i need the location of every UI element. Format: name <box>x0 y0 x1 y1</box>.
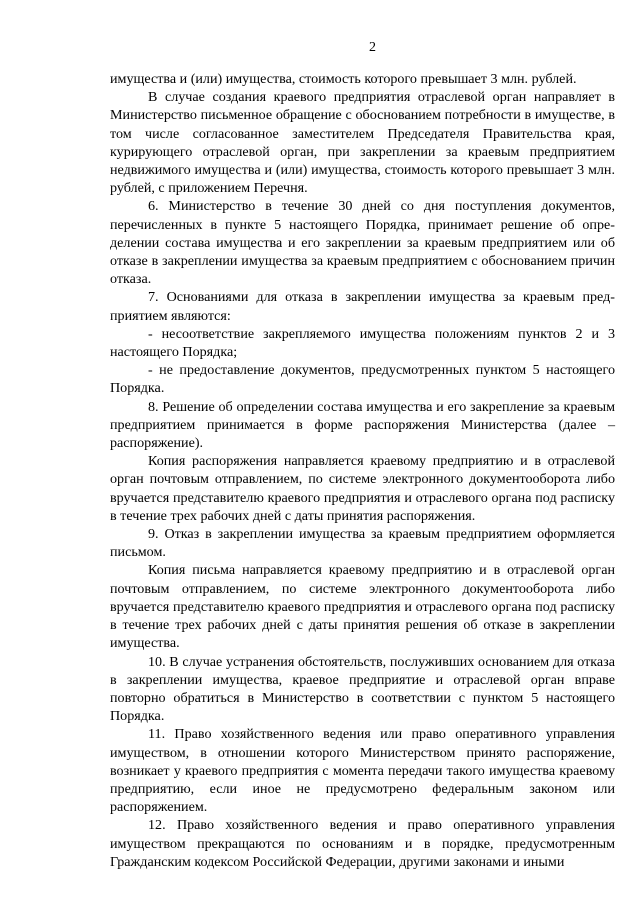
paragraph-creation-request: В случае создания краевого предприятия отраслевой орган направляет в Министерство письменное обращение с обоснованием потребности в имуществе, в том числе согласованное заместителем Председателя Правительства края, курирующего отраслевой орган, при закреплении за краевым предприятием недвижимого имущества и (или) имущества, стоимость которого превышает 3 млн. рублей, с приложением Перечня. <box>110 89 615 197</box>
paragraph-item-7: 7. Основаниями для отказа в закреплении имущества за краевым предприятием являются: <box>110 289 615 324</box>
document-body <box>110 70 615 871</box>
paragraph-item-11: 11. Право хозяйственного ведения или право оперативного управления имуществом, в отношении которого Министерством принято распоряжение, возникает у краевого предприятия с момента передачи такого имущества краевому предприятию, если иное не предусмотрено федеральным законом или распоряжением. <box>110 726 615 816</box>
paragraph-item-9-copy: Копия письма направляется краевому предприятию и в отраслевой орган почтовым отправлением, по системе электронного документооборота либо вручается представителю краевого предприятия и отраслевого органа под расписку в течение трех рабочих дней с даты принятия решения об отказе в закреплении имущества. <box>110 562 615 652</box>
paragraph-continuation: имущества и (или) имущества, стоимость которого превышает 3 млн. рублей. <box>110 71 577 87</box>
paragraph-item-10: 10. В случае устранения обстоятельств, послуживших основанием для отказа в закреплении имущества, краевое предприятие и отраслевой орган вправе повторно обратиться в Министерство в соответствии с пунктом 5 настоящего Порядка. <box>110 653 615 725</box>
paragraph-item-8-copy: Копия распоряжения направляется краевому предприятию и в отраслевой орган почтовым отправлением, по системе электронного документооборота либо вручается представителю краевого предприятия и отраслевого органа под расписку в течение трех рабочих дней с даты принятия распоряжения. <box>110 453 615 524</box>
paragraph-item-8: 8. Решение об определении состава имущества и его закрепление за краевым предприятием принимается в форме распоряжения Министерства (далее – распоряжение). <box>110 398 615 452</box>
paragraph-item-7-reason-1: - несоответствие закрепляемого имущества положениям пунктов 2 и 3 настоящего Порядка; <box>110 325 615 361</box>
page-number: 2 <box>369 40 376 55</box>
paragraph-item-6: 6. Министерство в течение 30 дней со дня поступления документов, перечисленных в пункте 5 настоящего Порядка, принимает решение об определении состава имущества и его закреплении за краевым предприятием или об отказе в закреплении имущества за краевым предприятием с обоснованием причин отказа. <box>110 198 615 288</box>
paragraph-item-9: 9. Отказ в закреплении имущества за краевым предприятием оформляется письмом. <box>110 526 615 561</box>
paragraph-item-7-reason-2: - не предоставление документов, предусмотренных пунктом 5 настоящего Порядка. <box>110 362 615 397</box>
paragraph-item-12: 12. Право хозяйственного ведения и право оперативного управления имуществом прекращаются по основаниям и в порядке, предусмотренным Гражданским кодексом Российской Федерации, другими законами и иными <box>110 817 615 870</box>
